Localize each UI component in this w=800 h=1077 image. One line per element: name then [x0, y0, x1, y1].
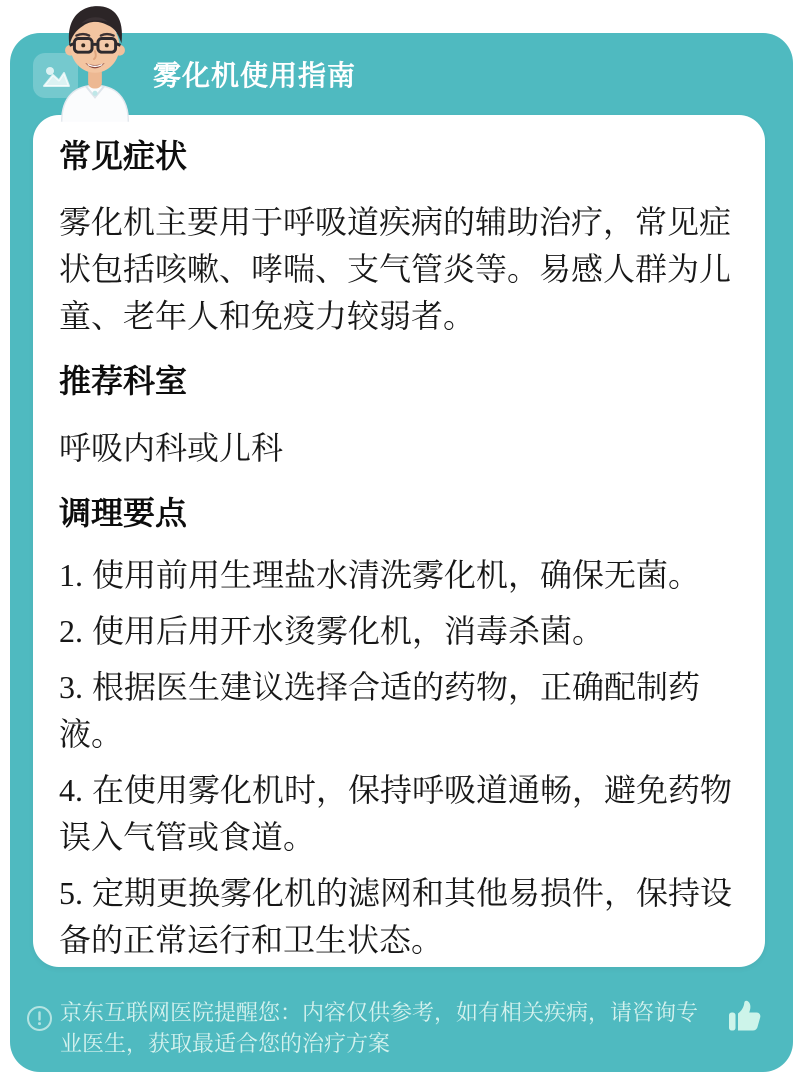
list-number: 2. [59, 613, 83, 650]
list-number: 5. [59, 875, 83, 912]
page-title: 雾化机使用指南 [153, 60, 357, 91]
list-item [59, 608, 739, 655]
list-number: 4. [59, 772, 83, 809]
info-icon [26, 1005, 53, 1032]
list-item [59, 552, 739, 599]
list-item-text: 定期更换雾化机的滤网和其他易损件，保持设备的正常运行和卫生状态。 [59, 875, 733, 959]
list-item-text: 根据医生建议选择合适的药物，正确配制药液。 [59, 669, 701, 753]
list-item-text: 在使用雾化机时，保持呼吸道通畅，避免药物误入气管或食道。 [59, 772, 733, 856]
footer-disclaimer [10, 967, 793, 1059]
care-points-list [59, 552, 739, 964]
section-heading-care-points: 调理要点 [59, 494, 188, 531]
department-paragraph: 呼吸内科或儿科 [59, 429, 284, 466]
symptoms-paragraph: 雾化机主要用于呼吸道疾病的辅助治疗，常见症状包括咳嗽、哮喘、支气管炎等。易感人群为儿童、老年人和免疫力较弱者。 [59, 204, 732, 335]
list-number: 1. [59, 557, 83, 594]
section-heading-symptoms: 常见症状 [59, 138, 188, 174]
header-banner [10, 33, 793, 115]
list-item-text: 使用前用生理盐水清洗雾化机，确保无菌。 [92, 557, 701, 594]
thumbs-up-icon[interactable] [725, 999, 763, 1033]
main-panel [10, 33, 793, 1072]
doctor-avatar [46, 2, 144, 122]
disclaimer-text: 京东互联网医院提醒您：内容仅供参考，如有相关疾病，请咨询专业医生，获取最适合您的治疗方案 [60, 1000, 699, 1056]
article-card [33, 115, 765, 967]
list-item [59, 664, 739, 758]
list-item-text: 使用后用开水烫雾化机，消毒杀菌。 [92, 613, 605, 650]
list-item [59, 767, 739, 861]
list-number: 3. [59, 669, 83, 706]
list-item [59, 870, 739, 964]
section-heading-department: 推荐科室 [59, 363, 188, 400]
